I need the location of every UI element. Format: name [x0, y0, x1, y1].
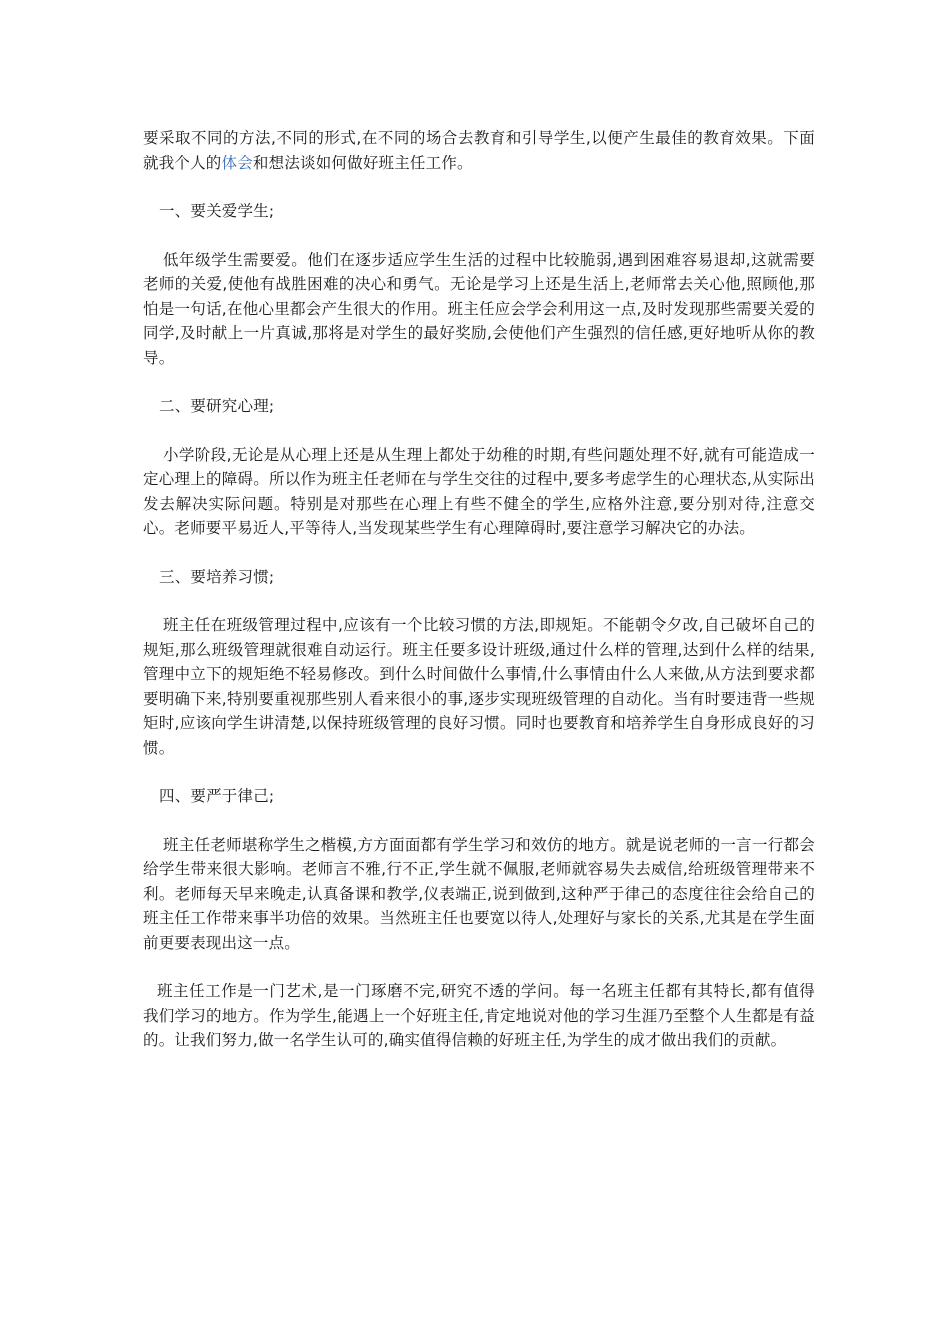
section-4-body: 班主任老师堪称学生之楷模,方方面面都有学生学习和效仿的地方。就是说老师的一言一行都会给学生带来很大影响。老师言不雅,行不正,学生就不佩服,老师就容易失去威信,给班级管理带来不利。老师每天早来晚走,认真备课和教学,仪表端正,说到做到,这种严于律己的态度往往会给自己的班主任工作带来事半功倍的效果。当然班主任也要宽以待人,处理好与家长的关系,尤其是在学生面前更要表现出这一点。	[143, 835, 815, 952]
article-body	[143, 126, 815, 1053]
experience-link[interactable]: 体会	[221, 153, 253, 172]
intro-text-after: 和想法谈如何做好班主任工作。	[252, 153, 473, 172]
closing-paragraph: 班主任工作是一门艺术,是一门琢磨不完,研究不透的学问。每一名班主任都有其特长,都有值得我们学习的地方。作为学生,能遇上一个好班主任,肯定地说对他的学习生涯乃至整个人生都是有益的。让我们努力,做一名学生认可的,确实值得信赖的好班主任,为学生的成才做出我们的贡献。	[143, 982, 815, 1049]
section-1-heading: 一、要关爱学生;	[159, 202, 275, 220]
section-3-body: 班主任在班级管理过程中,应该有一个比较习惯的方法,即规矩。不能朝令夕改,自己破坏自己的规矩,那么班级管理就很难自动运行。班主任要多设计班级,通过什么样的管理,达到什么样的结果,管理中立下的规矩绝不轻易修改。到什么时间做什么事情,什么事情由什么人来做,从方法到要求都要明确下来,特别要重视那些别人看来很小的事,逐步实现班级管理的自动化。当有时要违背一些规矩时,应该向学生讲清楚,以保持班级管理的良好习惯。同时也要教育和培养学生自身形成良好的习惯。	[143, 616, 815, 757]
section-1-body: 低年级学生需要爱。他们在逐步适应学生生活的过程中比较脆弱,遇到困难容易退却,这就需要老师的关爱,使他有战胜困难的决心和勇气。无论是学习上还是生活上,老师常去关心他,照顾他,那怕是一句话,在他心里都会产生很大的作用。班主任应会学会利用这一点,及时发现那些需要关爱的同学,及时献上一片真诚,那将是对学生的最好奖励,会使他们产生强烈的信任感,更好地听从你的教导。	[143, 250, 815, 367]
section-2-heading: 二、要研究心理;	[159, 397, 275, 415]
section-2-body: 小学阶段,无论是从心理上还是从生理上都处于幼稚的时期,有些问题处理不好,就有可能造成一定心理上的障碍。所以作为班主任老师在与学生交往的过程中,要多考虑学生的心理状态,从实际出发去解决实际问题。特别是对那些在心理上有些不健全的学生,应格外注意,要分别对待,注意交心。老师要平易近人,平等待人,当发现某些学生有心理障碍时,要注意学习解决它的办法。	[143, 445, 815, 537]
section-3-heading: 三、要培养习惯;	[159, 567, 275, 586]
intro-paragraph	[143, 126, 815, 175]
intro-text-before: 要采取不同的方法,不同的形式,在不同的场合去教育和引导学生,以便产生最佳的教育效果。下面就我个人的	[143, 129, 815, 172]
section-4-heading: 四、要严于律己;	[159, 787, 275, 805]
